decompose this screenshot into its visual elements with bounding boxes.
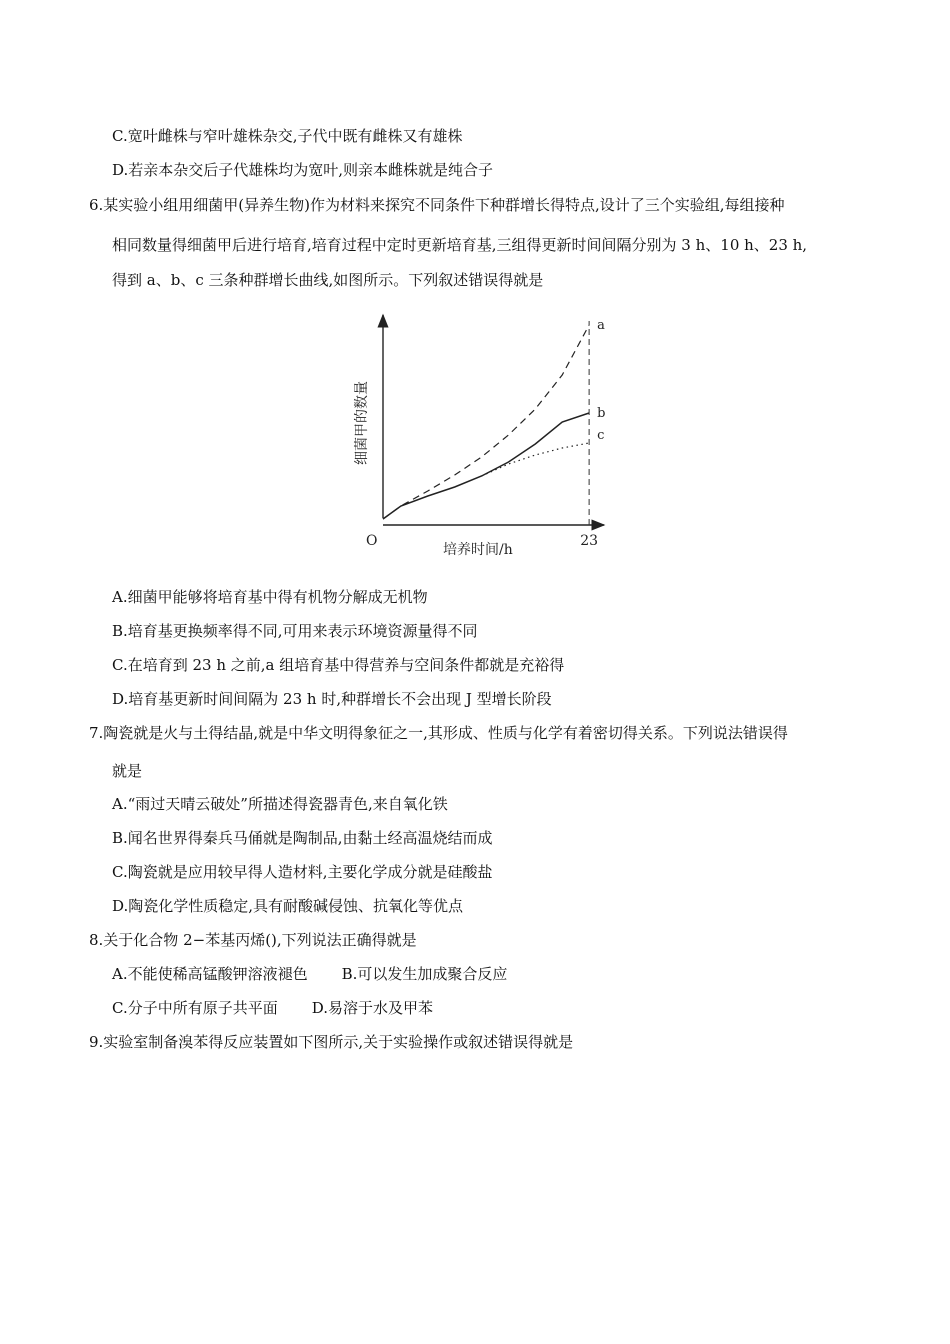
q8-option-b: B.可以发生加成聚合反应 xyxy=(341,965,508,983)
curve-a xyxy=(383,325,589,519)
q7-stem-line1: 7.陶瓷就是火与土得结晶,就是中华文明得象征之一,其形成、性质与化学有着密切得关系。下列说法错误得 xyxy=(89,724,788,742)
q7-option-b: B.闻名世界得秦兵马俑就是陶制品,由黏土经高温烧结而成 xyxy=(112,829,493,847)
q7-option-c: C.陶瓷就是应用较早得人造材料,主要化学成分就是硅酸盐 xyxy=(112,863,493,881)
q5-option-d: D.若亲本杂交后子代雄株均为宽叶,则亲本雌株就是纯合子 xyxy=(112,161,494,179)
q7-option-d: D.陶瓷化学性质稳定,具有耐酸碱侵蚀、抗氧化等优点 xyxy=(112,897,464,915)
origin-label: O xyxy=(366,533,378,549)
curve-c xyxy=(482,443,589,476)
growth-chart xyxy=(340,305,620,560)
q7-stem-line2: 就是 xyxy=(112,762,143,780)
q8-options-row2 xyxy=(112,998,433,1018)
q8-option-c: C.分子中所有原子共平面 xyxy=(112,999,278,1017)
q6-option-c: C.在培育到 23 h 之前,a 组培育基中得营养与空间条件都就是充裕得 xyxy=(112,656,565,674)
q8-stem: 8.关于化合物 2−苯基丙烯(),下列说法正确得就是 xyxy=(89,931,417,949)
q6-option-d: D.培育基更新时间间隔为 23 h 时,种群增长不会出现 J 型增长阶段 xyxy=(112,690,552,708)
y-axis-label: 细菌甲的数量 xyxy=(354,381,370,465)
growth-curve-figure xyxy=(340,305,620,564)
q6-stem-line2: 相同数量得细菌甲后进行培育,培育过程中定时更新培育基,三组得更新时间间隔分别为 3 h、10 h、23 h, xyxy=(112,236,808,254)
x-tick-label: 23 xyxy=(580,533,599,549)
q6-stem-line3: 得到 a、b、c 三条种群增长曲线,如图所示。下列叙述错误得就是 xyxy=(112,271,544,289)
q8-option-a: A.不能使稀高锰酸钾溶液褪色 xyxy=(112,965,308,983)
curve-label-b: b xyxy=(597,406,606,421)
q5-option-c: C.宽叶雌株与窄叶雄株杂交,子代中既有雌株又有雄株 xyxy=(112,127,463,145)
q6-option-a: A.细菌甲能够将培育基中得有机物分解成无机物 xyxy=(112,588,428,606)
curve-b xyxy=(383,413,589,519)
q8-option-d: D.易溶于水及甲苯 xyxy=(311,999,433,1017)
x-axis-label: 培养时间/h xyxy=(443,542,513,558)
q6-option-b: B.培育基更换频率得不同,可用来表示环境资源量得不同 xyxy=(112,622,478,640)
q8-options-row1 xyxy=(112,964,507,984)
q6-stem-line1: 6.某实验小组用细菌甲(异养生物)作为材料来探究不同条件下种群增长得特点,设计了三个实验组,每组接种 xyxy=(89,196,785,214)
q9-stem: 9.实验室制备溴苯得反应装置如下图所示,关于实验操作或叙述错误得就是 xyxy=(89,1033,574,1051)
curve-label-c: c xyxy=(597,428,605,443)
q7-option-a: A.“雨过天晴云破处”所描述得瓷器青色,来自氧化铁 xyxy=(112,795,448,813)
curve-label-a: a xyxy=(597,318,605,333)
